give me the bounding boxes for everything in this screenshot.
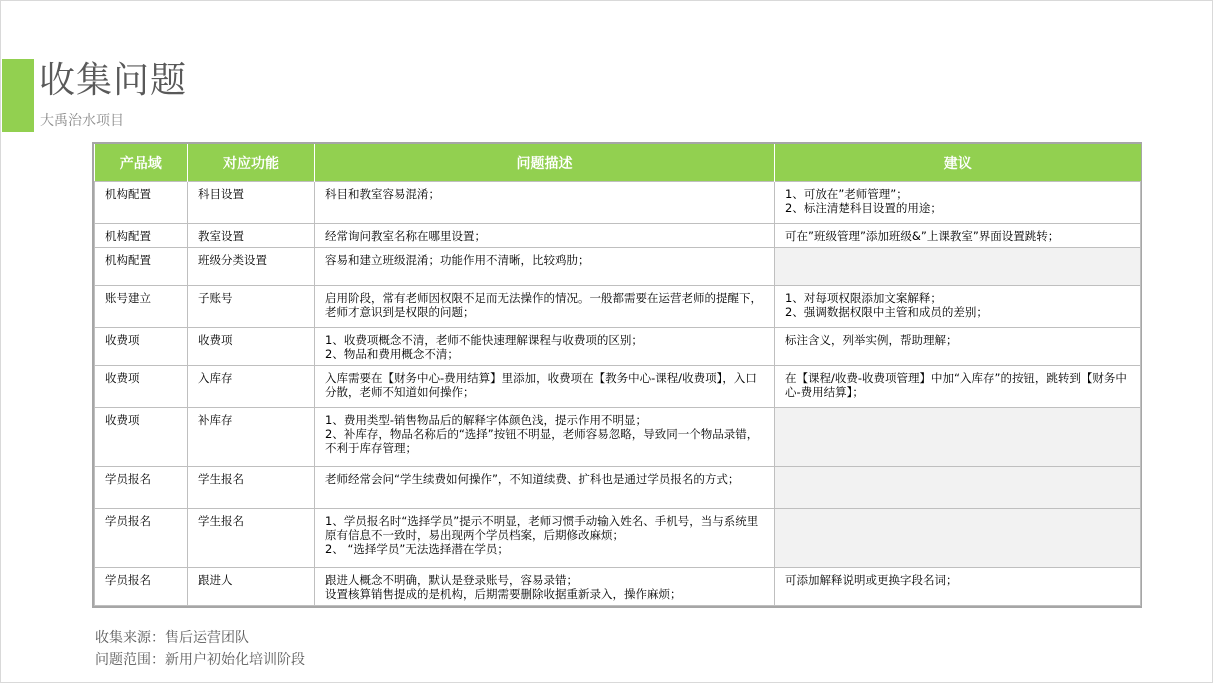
cell-problem: 老师经常会问“学生续费如何操作”，不知道续费、扩科也是通过学员报名的方式； xyxy=(315,467,775,509)
cell-suggestion: 1、对每项权限添加文案解释； 2、强调数据权限中主管和成员的差别； xyxy=(775,286,1141,328)
table-row xyxy=(95,182,1141,224)
cell-problem: 启用阶段，常有老师因权限不足而无法操作的情况。一般都需要在运营老师的提醒下，老师才意识到是权限的问题； xyxy=(315,286,775,328)
table-row xyxy=(95,286,1141,328)
cell-feature: 班级分类设置 xyxy=(188,248,315,286)
issues-table-container xyxy=(92,142,1142,608)
cell-problem: 经常询问教室名称在哪里设置； xyxy=(315,224,775,248)
cell-suggestion: 标注含义，列举实例，帮助理解； xyxy=(775,328,1141,366)
table-row xyxy=(95,467,1141,509)
footer-scope: 问题范围：新用户初始化培训阶段 xyxy=(95,652,305,668)
cell-domain: 收费项 xyxy=(95,328,188,366)
cell-feature: 子账号 xyxy=(188,286,315,328)
cell-feature: 收费项 xyxy=(188,328,315,366)
cell-suggestion xyxy=(775,467,1141,509)
cell-problem: 1、收费项概念不清，老师不能快速理解课程与收费项的区别； 2、物品和费用概念不清； xyxy=(315,328,775,366)
cell-suggestion: 在【课程/收费-收费项管理】中加“入库存”的按钮，跳转到【财务中心-费用结算】； xyxy=(775,366,1141,408)
table-row xyxy=(95,408,1141,467)
cell-problem: 1、费用类型-销售物品后的解释字体颜色浅，提示作用不明显； 2、补库存，物品名称后的“选择”按钮不明显，老师容易忽略，导致同一个物品录错，不利于库存管理； xyxy=(315,408,775,467)
table-row xyxy=(95,328,1141,366)
cell-domain: 机构配置 xyxy=(95,224,188,248)
table-row xyxy=(95,248,1141,286)
cell-domain: 机构配置 xyxy=(95,182,188,224)
cell-feature: 入库存 xyxy=(188,366,315,408)
cell-suggestion xyxy=(775,509,1141,568)
cell-domain: 收费项 xyxy=(95,366,188,408)
cell-suggestion: 可在”班级管理”添加班级&”上课教室”界面设置跳转； xyxy=(775,224,1141,248)
page-title: 收集问题 xyxy=(39,60,188,101)
table-header-row xyxy=(95,144,1141,182)
cell-feature: 学生报名 xyxy=(188,509,315,568)
footer-notes xyxy=(95,627,305,671)
cell-feature: 补库存 xyxy=(188,408,315,467)
cell-problem: 入库需要在【财务中心-费用结算】里添加，收费项在【教务中心-课程/收费项】，入口分散，老师不知道如何操作； xyxy=(315,366,775,408)
cell-problem: 容易和建立班级混淆；功能作用不清晰，比较鸡肋； xyxy=(315,248,775,286)
header-feature: 对应功能 xyxy=(188,144,315,182)
table-body xyxy=(95,182,1141,606)
header-domain: 产品域 xyxy=(95,144,188,182)
cell-suggestion: 1、可放在”老师管理”； 2、标注清楚科目设置的用途； xyxy=(775,182,1141,224)
cell-suggestion xyxy=(775,408,1141,467)
cell-suggestion xyxy=(775,248,1141,286)
header-suggestion: 建议 xyxy=(775,144,1141,182)
table-row xyxy=(95,509,1141,568)
cell-feature: 跟进人 xyxy=(188,568,315,606)
cell-feature: 教室设置 xyxy=(188,224,315,248)
cell-domain: 学员报名 xyxy=(95,509,188,568)
cell-feature: 科目设置 xyxy=(188,182,315,224)
cell-domain: 收费项 xyxy=(95,408,188,467)
cell-problem: 1、学员报名时“选择学员”提示不明显，老师习惯手动输入姓名、手机号，当与系统里原有信息不一致时，易出现两个学员档案，后期修改麻烦； 2、 “选择学员”无法选择潜在学员； xyxy=(315,509,775,568)
cell-suggestion: 可添加解释说明或更换字段名词； xyxy=(775,568,1141,606)
cell-domain: 账号建立 xyxy=(95,286,188,328)
cell-feature: 学生报名 xyxy=(188,467,315,509)
cell-domain: 学员报名 xyxy=(95,568,188,606)
cell-domain: 机构配置 xyxy=(95,248,188,286)
header-problem: 问题描述 xyxy=(315,144,775,182)
issues-table xyxy=(94,144,1141,606)
footer-source: 收集来源：售后运营团队 xyxy=(95,630,249,646)
title-accent-bar xyxy=(2,59,34,132)
table-row xyxy=(95,224,1141,248)
table-row xyxy=(95,366,1141,408)
cell-problem: 科目和教室容易混淆； xyxy=(315,182,775,224)
cell-problem: 跟进人概念不明确，默认是登录账号，容易录错； 设置核算销售提成的是机构，后期需要删除收据重新录入，操作麻烦； xyxy=(315,568,775,606)
page-subtitle: 大禹治水项目 xyxy=(40,113,124,129)
cell-domain: 学员报名 xyxy=(95,467,188,509)
table-row xyxy=(95,568,1141,606)
